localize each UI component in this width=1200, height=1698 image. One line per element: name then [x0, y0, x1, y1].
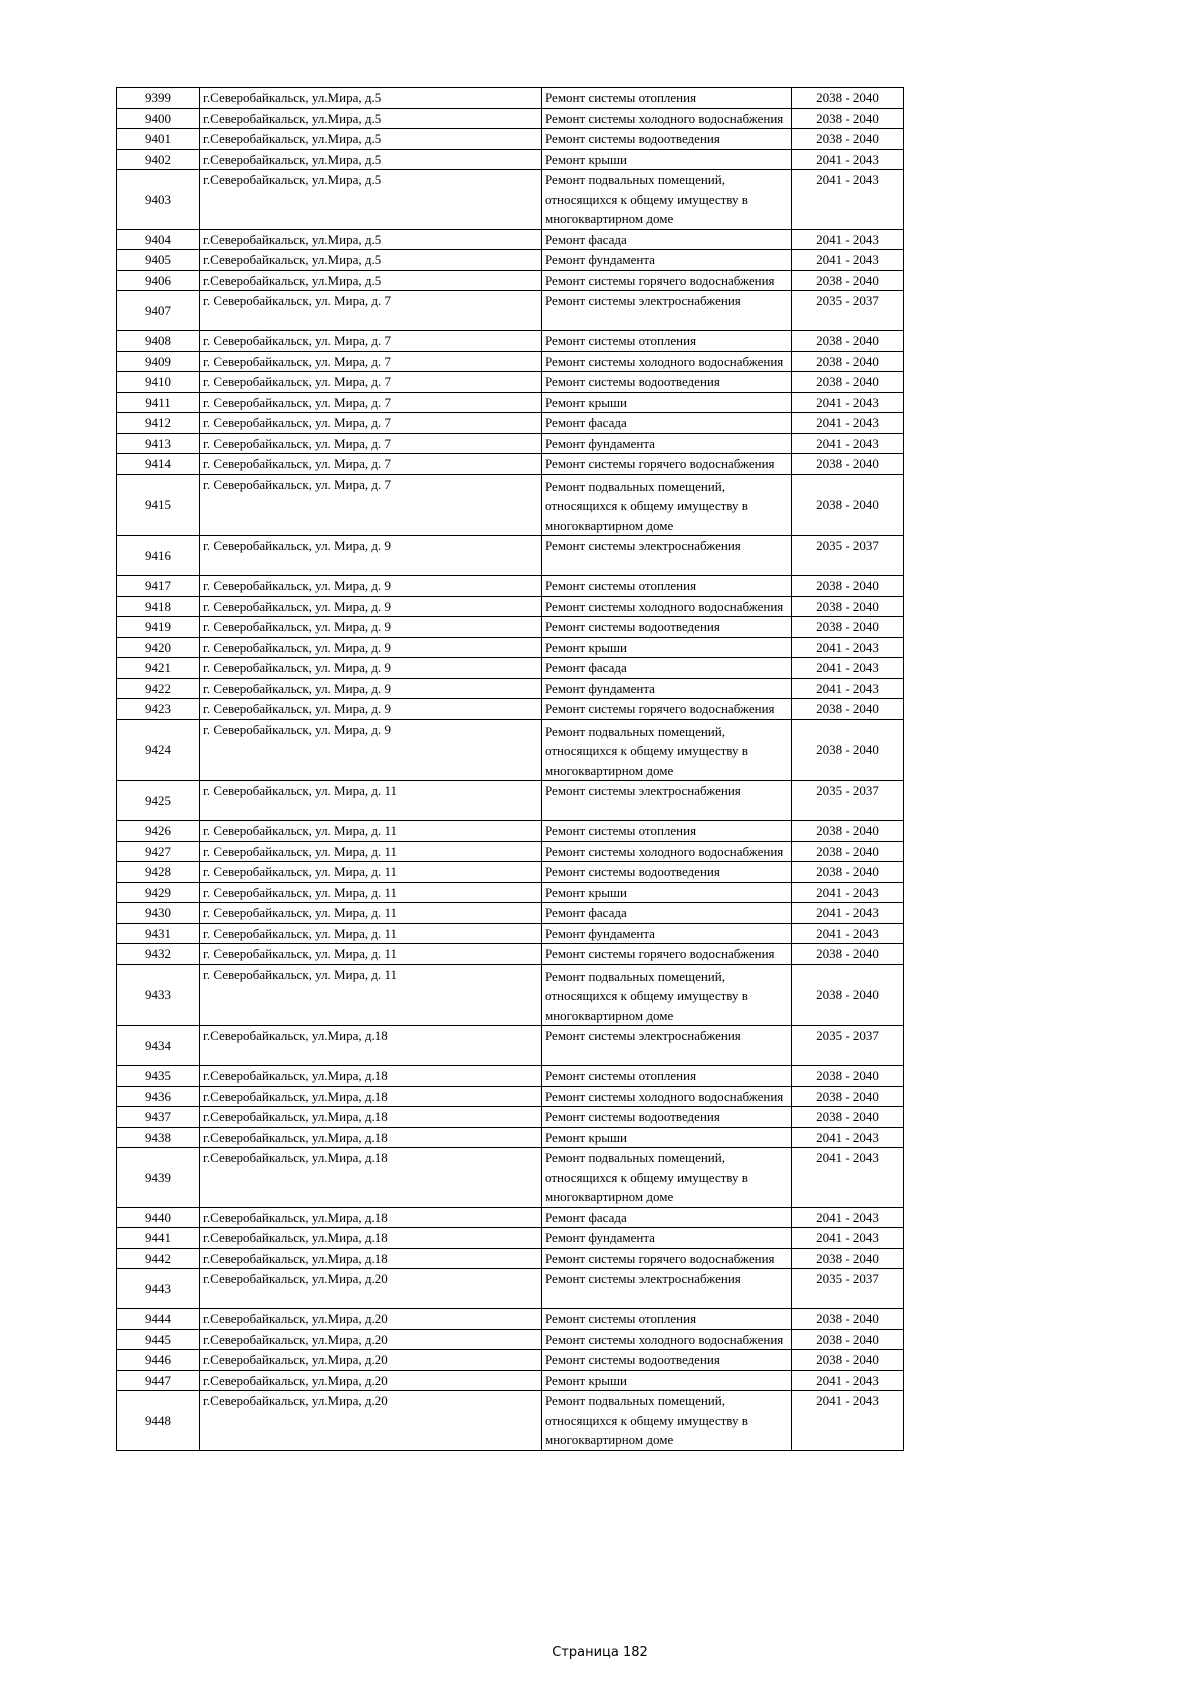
row-number-cell: 9418: [117, 596, 200, 617]
address-cell: г.Северобайкальск, ул.Мира, д.20: [200, 1370, 542, 1391]
period-cell: 2041 - 2043: [792, 882, 904, 903]
address-cell: г.Северобайкальск, ул.Мира, д.18: [200, 1127, 542, 1148]
row-number-cell: 9404: [117, 229, 200, 250]
row-number-cell: 9417: [117, 576, 200, 597]
address-cell: г.Северобайкальск, ул.Мира, д.18: [200, 1148, 542, 1208]
work-type-cell: Ремонт системы электроснабжения: [542, 781, 792, 821]
address-cell: г. Северобайкальск, ул. Мира, д. 9: [200, 719, 542, 781]
period-cell: 2038 - 2040: [792, 596, 904, 617]
table-row: [117, 1391, 904, 1451]
table-row: [117, 596, 904, 617]
table-row: [117, 1228, 904, 1249]
row-number-cell: 9420: [117, 637, 200, 658]
work-type-cell: Ремонт фасада: [542, 903, 792, 924]
period-cell: 2038 - 2040: [792, 699, 904, 720]
row-number-cell: 9438: [117, 1127, 200, 1148]
period-cell: 2041 - 2043: [792, 149, 904, 170]
table-row: [117, 392, 904, 413]
table-row: [117, 372, 904, 393]
row-number-cell: 9422: [117, 678, 200, 699]
period-cell: 2038 - 2040: [792, 454, 904, 475]
address-cell: г. Северобайкальск, ул. Мира, д. 9: [200, 658, 542, 679]
address-cell: г. Северобайкальск, ул. Мира, д. 9: [200, 617, 542, 638]
table-row: [117, 433, 904, 454]
work-type-cell: Ремонт подвальных помещений, относящихся к общему имуществу в многоквартирном доме: [542, 474, 792, 536]
work-type-cell: Ремонт системы электроснабжения: [542, 1269, 792, 1309]
period-cell: 2041 - 2043: [792, 229, 904, 250]
work-type-cell: Ремонт системы холодного водоснабжения: [542, 596, 792, 617]
period-cell: 2038 - 2040: [792, 1329, 904, 1350]
work-type-cell: Ремонт крыши: [542, 149, 792, 170]
period-cell: 2038 - 2040: [792, 617, 904, 638]
period-cell: 2038 - 2040: [792, 351, 904, 372]
table-row: [117, 1269, 904, 1309]
work-type-cell: Ремонт фундамента: [542, 1228, 792, 1249]
table-row: [117, 678, 904, 699]
address-cell: г. Северобайкальск, ул. Мира, д. 7: [200, 474, 542, 536]
row-number-cell: 9406: [117, 270, 200, 291]
period-cell: 2041 - 2043: [792, 1391, 904, 1451]
row-number-cell: 9421: [117, 658, 200, 679]
address-cell: г.Северобайкальск, ул.Мира, д.18: [200, 1207, 542, 1228]
period-cell: 2038 - 2040: [792, 1066, 904, 1087]
table-row: [117, 903, 904, 924]
table-row: [117, 1248, 904, 1269]
table-row: [117, 1309, 904, 1330]
row-number-cell: 9428: [117, 862, 200, 883]
work-type-cell: Ремонт системы водоотведения: [542, 372, 792, 393]
work-type-cell: Ремонт фундамента: [542, 678, 792, 699]
work-type-cell: Ремонт системы электроснабжения: [542, 291, 792, 331]
period-cell: 2038 - 2040: [792, 331, 904, 352]
period-cell: 2035 - 2037: [792, 1026, 904, 1066]
period-cell: 2035 - 2037: [792, 291, 904, 331]
table-row: [117, 964, 904, 1026]
row-number-cell: 9431: [117, 923, 200, 944]
address-cell: г.Северобайкальск, ул.Мира, д.20: [200, 1350, 542, 1371]
work-type-cell: Ремонт системы водоотведения: [542, 129, 792, 150]
period-cell: 2041 - 2043: [792, 1370, 904, 1391]
work-type-cell: Ремонт фасада: [542, 1207, 792, 1228]
address-cell: г.Северобайкальск, ул.Мира, д.5: [200, 88, 542, 109]
address-cell: г. Северобайкальск, ул. Мира, д. 7: [200, 351, 542, 372]
row-number-cell: 9399: [117, 88, 200, 109]
address-cell: г. Северобайкальск, ул. Мира, д. 9: [200, 699, 542, 720]
row-number-cell: 9416: [117, 536, 200, 576]
work-type-cell: Ремонт фасада: [542, 658, 792, 679]
work-type-cell: Ремонт подвальных помещений, относящихся к общему имуществу в многоквартирном доме: [542, 719, 792, 781]
row-number-cell: 9400: [117, 108, 200, 129]
table-row: [117, 454, 904, 475]
table-row: [117, 229, 904, 250]
address-cell: г. Северобайкальск, ул. Мира, д. 11: [200, 923, 542, 944]
table-row: [117, 1370, 904, 1391]
table-row: [117, 658, 904, 679]
work-type-cell: Ремонт крыши: [542, 1370, 792, 1391]
period-cell: 2041 - 2043: [792, 250, 904, 271]
row-number-cell: 9414: [117, 454, 200, 475]
row-number-cell: 9439: [117, 1148, 200, 1208]
period-cell: 2041 - 2043: [792, 170, 904, 230]
address-cell: г.Северобайкальск, ул.Мира, д.5: [200, 149, 542, 170]
address-cell: г.Северобайкальск, ул.Мира, д.5: [200, 129, 542, 150]
period-cell: 2038 - 2040: [792, 270, 904, 291]
table-row: [117, 944, 904, 965]
table-row: [117, 1350, 904, 1371]
row-number-cell: 9401: [117, 129, 200, 150]
period-cell: 2041 - 2043: [792, 433, 904, 454]
period-cell: 2041 - 2043: [792, 1127, 904, 1148]
period-cell: 2041 - 2043: [792, 1148, 904, 1208]
repair-schedule-table: [116, 87, 904, 1451]
work-type-cell: Ремонт системы электроснабжения: [542, 536, 792, 576]
table-row: [117, 841, 904, 862]
address-cell: г. Северобайкальск, ул. Мира, д. 11: [200, 964, 542, 1026]
address-cell: г. Северобайкальск, ул. Мира, д. 9: [200, 678, 542, 699]
period-cell: 2041 - 2043: [792, 1207, 904, 1228]
table-row: [117, 1107, 904, 1128]
row-number-cell: 9442: [117, 1248, 200, 1269]
period-cell: 2035 - 2037: [792, 781, 904, 821]
table-row: [117, 617, 904, 638]
period-cell: 2035 - 2037: [792, 536, 904, 576]
table-row: [117, 781, 904, 821]
address-cell: г.Северобайкальск, ул.Мира, д.5: [200, 170, 542, 230]
address-cell: г.Северобайкальск, ул.Мира, д.5: [200, 250, 542, 271]
table-row: [117, 923, 904, 944]
address-cell: г. Северобайкальск, ул. Мира, д. 9: [200, 536, 542, 576]
period-cell: 2038 - 2040: [792, 821, 904, 842]
table-row: [117, 576, 904, 597]
row-number-cell: 9423: [117, 699, 200, 720]
address-cell: г. Северобайкальск, ул. Мира, д. 11: [200, 903, 542, 924]
row-number-cell: 9408: [117, 331, 200, 352]
address-cell: г. Северобайкальск, ул. Мира, д. 7: [200, 291, 542, 331]
work-type-cell: Ремонт системы отопления: [542, 1066, 792, 1087]
work-type-cell: Ремонт системы холодного водоснабжения: [542, 351, 792, 372]
period-cell: 2038 - 2040: [792, 1248, 904, 1269]
row-number-cell: 9437: [117, 1107, 200, 1128]
row-number-cell: 9444: [117, 1309, 200, 1330]
row-number-cell: 9426: [117, 821, 200, 842]
row-number-cell: 9419: [117, 617, 200, 638]
table-row: [117, 1148, 904, 1208]
row-number-cell: 9405: [117, 250, 200, 271]
address-cell: г. Северобайкальск, ул. Мира, д. 9: [200, 596, 542, 617]
row-number-cell: 9413: [117, 433, 200, 454]
work-type-cell: Ремонт системы горячего водоснабжения: [542, 699, 792, 720]
row-number-cell: 9434: [117, 1026, 200, 1066]
address-cell: г. Северобайкальск, ул. Мира, д. 11: [200, 821, 542, 842]
address-cell: г.Северобайкальск, ул.Мира, д.18: [200, 1228, 542, 1249]
work-type-cell: Ремонт подвальных помещений, относящихся к общему имуществу в многоквартирном доме: [542, 1391, 792, 1451]
period-cell: 2041 - 2043: [792, 392, 904, 413]
work-type-cell: Ремонт системы отопления: [542, 1309, 792, 1330]
address-cell: г.Северобайкальск, ул.Мира, д.20: [200, 1391, 542, 1451]
work-type-cell: Ремонт системы холодного водоснабжения: [542, 1329, 792, 1350]
address-cell: г.Северобайкальск, ул.Мира, д.5: [200, 108, 542, 129]
period-cell: 2038 - 2040: [792, 88, 904, 109]
table-row: [117, 699, 904, 720]
table-row: [117, 637, 904, 658]
table-row: [117, 1086, 904, 1107]
work-type-cell: Ремонт системы электроснабжения: [542, 1026, 792, 1066]
period-cell: 2041 - 2043: [792, 1228, 904, 1249]
period-cell: 2041 - 2043: [792, 413, 904, 434]
row-number-cell: 9440: [117, 1207, 200, 1228]
work-type-cell: Ремонт системы водоотведения: [542, 617, 792, 638]
row-number-cell: 9425: [117, 781, 200, 821]
work-type-cell: Ремонт системы холодного водоснабжения: [542, 108, 792, 129]
period-cell: 2038 - 2040: [792, 1107, 904, 1128]
address-cell: г. Северобайкальск, ул. Мира, д. 7: [200, 331, 542, 352]
address-cell: г. Северобайкальск, ул. Мира, д. 7: [200, 372, 542, 393]
work-type-cell: Ремонт крыши: [542, 882, 792, 903]
address-cell: г.Северобайкальск, ул.Мира, д.18: [200, 1066, 542, 1087]
row-number-cell: 9407: [117, 291, 200, 331]
row-number-cell: 9435: [117, 1066, 200, 1087]
work-type-cell: Ремонт подвальных помещений, относящихся к общему имуществу в многоквартирном доме: [542, 1148, 792, 1208]
address-cell: г. Северобайкальск, ул. Мира, д. 9: [200, 637, 542, 658]
row-number-cell: 9429: [117, 882, 200, 903]
row-number-cell: 9436: [117, 1086, 200, 1107]
period-cell: 2038 - 2040: [792, 1086, 904, 1107]
address-cell: г.Северобайкальск, ул.Мира, д.18: [200, 1107, 542, 1128]
work-type-cell: Ремонт фундамента: [542, 250, 792, 271]
table-row: [117, 108, 904, 129]
table-row: [117, 821, 904, 842]
period-cell: 2041 - 2043: [792, 678, 904, 699]
period-cell: 2038 - 2040: [792, 719, 904, 781]
row-number-cell: 9446: [117, 1350, 200, 1371]
row-number-cell: 9415: [117, 474, 200, 536]
row-number-cell: 9447: [117, 1370, 200, 1391]
period-cell: 2038 - 2040: [792, 944, 904, 965]
work-type-cell: Ремонт системы водоотведения: [542, 1350, 792, 1371]
row-number-cell: 9445: [117, 1329, 200, 1350]
period-cell: 2041 - 2043: [792, 637, 904, 658]
address-cell: г. Северобайкальск, ул. Мира, д. 7: [200, 413, 542, 434]
address-cell: г. Северобайкальск, ул. Мира, д. 11: [200, 944, 542, 965]
work-type-cell: Ремонт фундамента: [542, 433, 792, 454]
work-type-cell: Ремонт системы водоотведения: [542, 1107, 792, 1128]
row-number-cell: 9409: [117, 351, 200, 372]
row-number-cell: 9424: [117, 719, 200, 781]
row-number-cell: 9402: [117, 149, 200, 170]
table-row: [117, 474, 904, 536]
work-type-cell: Ремонт фундамента: [542, 923, 792, 944]
address-cell: г. Северобайкальск, ул. Мира, д. 7: [200, 392, 542, 413]
row-number-cell: 9448: [117, 1391, 200, 1451]
period-cell: 2038 - 2040: [792, 1309, 904, 1330]
table-row: [117, 1066, 904, 1087]
table-row: [117, 882, 904, 903]
period-cell: 2038 - 2040: [792, 474, 904, 536]
address-cell: г.Северобайкальск, ул.Мира, д.18: [200, 1086, 542, 1107]
work-type-cell: Ремонт системы холодного водоснабжения: [542, 1086, 792, 1107]
work-type-cell: Ремонт системы горячего водоснабжения: [542, 270, 792, 291]
page-number: Страница 182: [552, 1645, 648, 1660]
work-type-cell: Ремонт подвальных помещений, относящихся к общему имуществу в многоквартирном доме: [542, 964, 792, 1026]
address-cell: г. Северобайкальск, ул. Мира, д. 11: [200, 882, 542, 903]
table-row: [117, 1207, 904, 1228]
work-type-cell: Ремонт системы горячего водоснабжения: [542, 454, 792, 475]
table-body: [117, 88, 904, 1451]
period-cell: 2038 - 2040: [792, 862, 904, 883]
address-cell: г. Северобайкальск, ул. Мира, д. 11: [200, 841, 542, 862]
table-row: [117, 170, 904, 230]
table-row: [117, 250, 904, 271]
address-cell: г.Северобайкальск, ул.Мира, д.18: [200, 1248, 542, 1269]
period-cell: 2038 - 2040: [792, 129, 904, 150]
table-row: [117, 536, 904, 576]
table-row: [117, 719, 904, 781]
table-row: [117, 291, 904, 331]
period-cell: 2041 - 2043: [792, 658, 904, 679]
address-cell: г. Северобайкальск, ул. Мира, д. 9: [200, 576, 542, 597]
work-type-cell: Ремонт фасада: [542, 229, 792, 250]
table-row: [117, 88, 904, 109]
address-cell: г. Северобайкальск, ул. Мира, д. 7: [200, 454, 542, 475]
address-cell: г.Северобайкальск, ул.Мира, д.5: [200, 270, 542, 291]
row-number-cell: 9441: [117, 1228, 200, 1249]
work-type-cell: Ремонт системы отопления: [542, 576, 792, 597]
address-cell: г.Северобайкальск, ул.Мира, д.20: [200, 1329, 542, 1350]
address-cell: г. Северобайкальск, ул. Мира, д. 11: [200, 862, 542, 883]
row-number-cell: 9427: [117, 841, 200, 862]
address-cell: г.Северобайкальск, ул.Мира, д.20: [200, 1269, 542, 1309]
period-cell: 2038 - 2040: [792, 1350, 904, 1371]
work-type-cell: Ремонт системы водоотведения: [542, 862, 792, 883]
period-cell: 2038 - 2040: [792, 372, 904, 393]
row-number-cell: 9411: [117, 392, 200, 413]
work-type-cell: Ремонт системы горячего водоснабжения: [542, 944, 792, 965]
address-cell: г.Северобайкальск, ул.Мира, д.5: [200, 229, 542, 250]
table-row: [117, 1026, 904, 1066]
row-number-cell: 9403: [117, 170, 200, 230]
work-type-cell: Ремонт системы горячего водоснабжения: [542, 1248, 792, 1269]
address-cell: г. Северобайкальск, ул. Мира, д. 7: [200, 433, 542, 454]
work-type-cell: Ремонт подвальных помещений, относящихся к общему имуществу в многоквартирном доме: [542, 170, 792, 230]
row-number-cell: 9443: [117, 1269, 200, 1309]
table-row: [117, 862, 904, 883]
work-type-cell: Ремонт крыши: [542, 1127, 792, 1148]
row-number-cell: 9412: [117, 413, 200, 434]
period-cell: 2041 - 2043: [792, 923, 904, 944]
period-cell: 2035 - 2037: [792, 1269, 904, 1309]
row-number-cell: 9430: [117, 903, 200, 924]
table-row: [117, 129, 904, 150]
table-row: [117, 413, 904, 434]
row-number-cell: 9433: [117, 964, 200, 1026]
table-row: [117, 351, 904, 372]
period-cell: 2038 - 2040: [792, 841, 904, 862]
period-cell: 2038 - 2040: [792, 108, 904, 129]
address-cell: г. Северобайкальск, ул. Мира, д. 11: [200, 781, 542, 821]
table-row: [117, 1329, 904, 1350]
table-row: [117, 270, 904, 291]
address-cell: г.Северобайкальск, ул.Мира, д.20: [200, 1309, 542, 1330]
table-row: [117, 1127, 904, 1148]
period-cell: 2038 - 2040: [792, 576, 904, 597]
work-type-cell: Ремонт фасада: [542, 413, 792, 434]
period-cell: 2041 - 2043: [792, 903, 904, 924]
work-type-cell: Ремонт системы отопления: [542, 88, 792, 109]
work-type-cell: Ремонт системы отопления: [542, 331, 792, 352]
period-cell: 2038 - 2040: [792, 964, 904, 1026]
table-row: [117, 331, 904, 352]
work-type-cell: Ремонт крыши: [542, 392, 792, 413]
row-number-cell: 9410: [117, 372, 200, 393]
table-row: [117, 149, 904, 170]
work-type-cell: Ремонт крыши: [542, 637, 792, 658]
work-type-cell: Ремонт системы холодного водоснабжения: [542, 841, 792, 862]
row-number-cell: 9432: [117, 944, 200, 965]
address-cell: г.Северобайкальск, ул.Мира, д.18: [200, 1026, 542, 1066]
work-type-cell: Ремонт системы отопления: [542, 821, 792, 842]
